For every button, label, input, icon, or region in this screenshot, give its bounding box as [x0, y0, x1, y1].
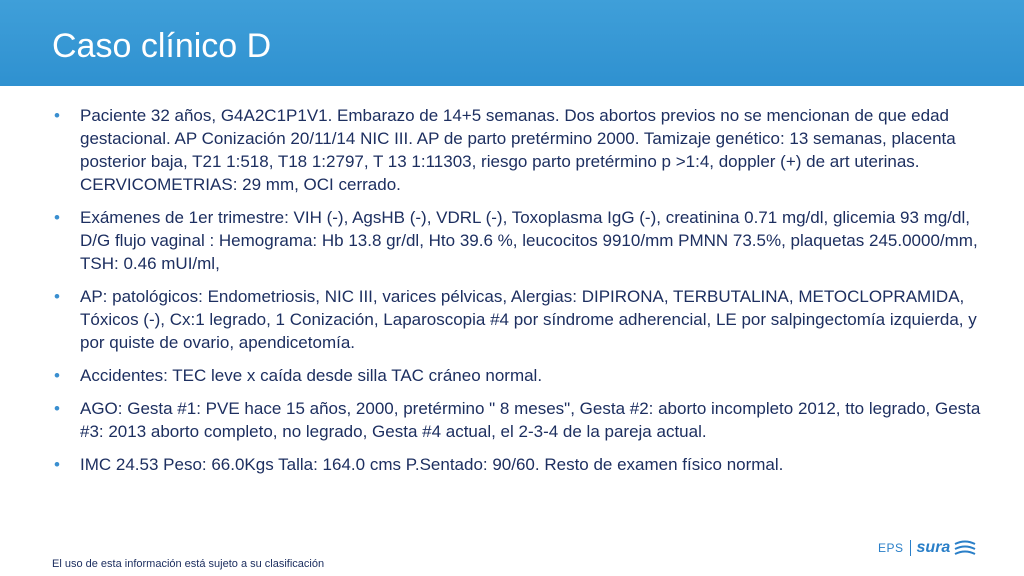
eps-sura-logo — [878, 536, 1000, 560]
logo-sura-text: sura — [916, 539, 951, 556]
bullet-text: Accidentes: TEC leve x caída desde silla TAC cráneo normal. — [80, 366, 543, 385]
bullet-icon: • — [54, 208, 60, 227]
title-bar — [0, 0, 1024, 86]
bullet-text: Paciente 32 años, G4A2C1P1V1. Embarazo de 14+5 semanas. Dos abortos previos no se mencionan de que edad gestacional. AP Conización 20/11/14 NIC III. AP de parto pretérmino 2000. Tamizaje genético: 13 semanas, placenta posterior baja, T21 1:518, T18 1:2797, T 13 1:11303, riesgo parto pretérmino p >1:4, doppler (+) de art uterinas. CERVICOMETRIAS: 29 mm, OCI cerrado. — [80, 106, 956, 194]
bullet-item-ago — [52, 397, 982, 443]
bullet-text: IMC 24.53 Peso: 66.0Kgs Talla: 164.0 cms P.Sentado: 90/60. Resto de examen físico normal. — [80, 455, 784, 474]
bullet-icon: • — [54, 455, 60, 474]
logo-eps-text: EPS — [878, 541, 904, 555]
classification-footer: El uso de esta información está sujeto a su clasificación — [52, 558, 325, 570]
bullet-icon: • — [54, 399, 60, 418]
bullet-icon: • — [54, 106, 60, 125]
sura-wave-icon — [954, 540, 976, 556]
bullet-text: AGO: Gesta #1: PVE hace 15 años, 2000, pretérmino " 8 meses", Gesta #2: aborto incompleto 2012, tto legrado, Gesta #3: 2013 aborto completo, no legrado, Gesta #4 actual, el 2-3-4 de la pareja actual. — [80, 399, 981, 441]
bullet-text: AP: patológicos: Endometriosis, NIC III, varices pélvicas, Alergias: DIPIRONA, TERBUTALINA, METOCLOPRAMIDA, Tóxicos (-), Cx:1 legrado, 1 Conización, Laparoscopia #4 por síndrome adherencial, LE por salpingectomía izquierda, y por quiste de ovario, apendicetomía. — [80, 287, 977, 352]
bullet-item-accidents — [52, 364, 982, 387]
bullet-item-history — [52, 285, 982, 354]
bullet-list — [52, 104, 982, 486]
bullet-text: Exámenes de 1er trimestre: VIH (-), AgsHB (-), VDRL (-), Toxoplasma IgG (-), creatinina 0.71 mg/dl, glicemia 93 mg/dl, D/G flujo vaginal : Hemograma: Hb 13.8 gr/dl, Hto 39.6 %, leucocitos 9910/mm PMNN 73.5%, plaquetas 245.0000/mm, TSH: 0.46 mUI/ml, — [80, 208, 978, 273]
bullet-item-patient — [52, 104, 982, 196]
bullet-item-exams — [52, 206, 982, 275]
bullet-icon: • — [54, 287, 60, 306]
logo-divider — [910, 540, 911, 556]
slide-title: Caso clínico D — [52, 27, 272, 65]
bullet-icon: • — [54, 366, 60, 385]
bullet-item-vitals — [52, 453, 982, 476]
